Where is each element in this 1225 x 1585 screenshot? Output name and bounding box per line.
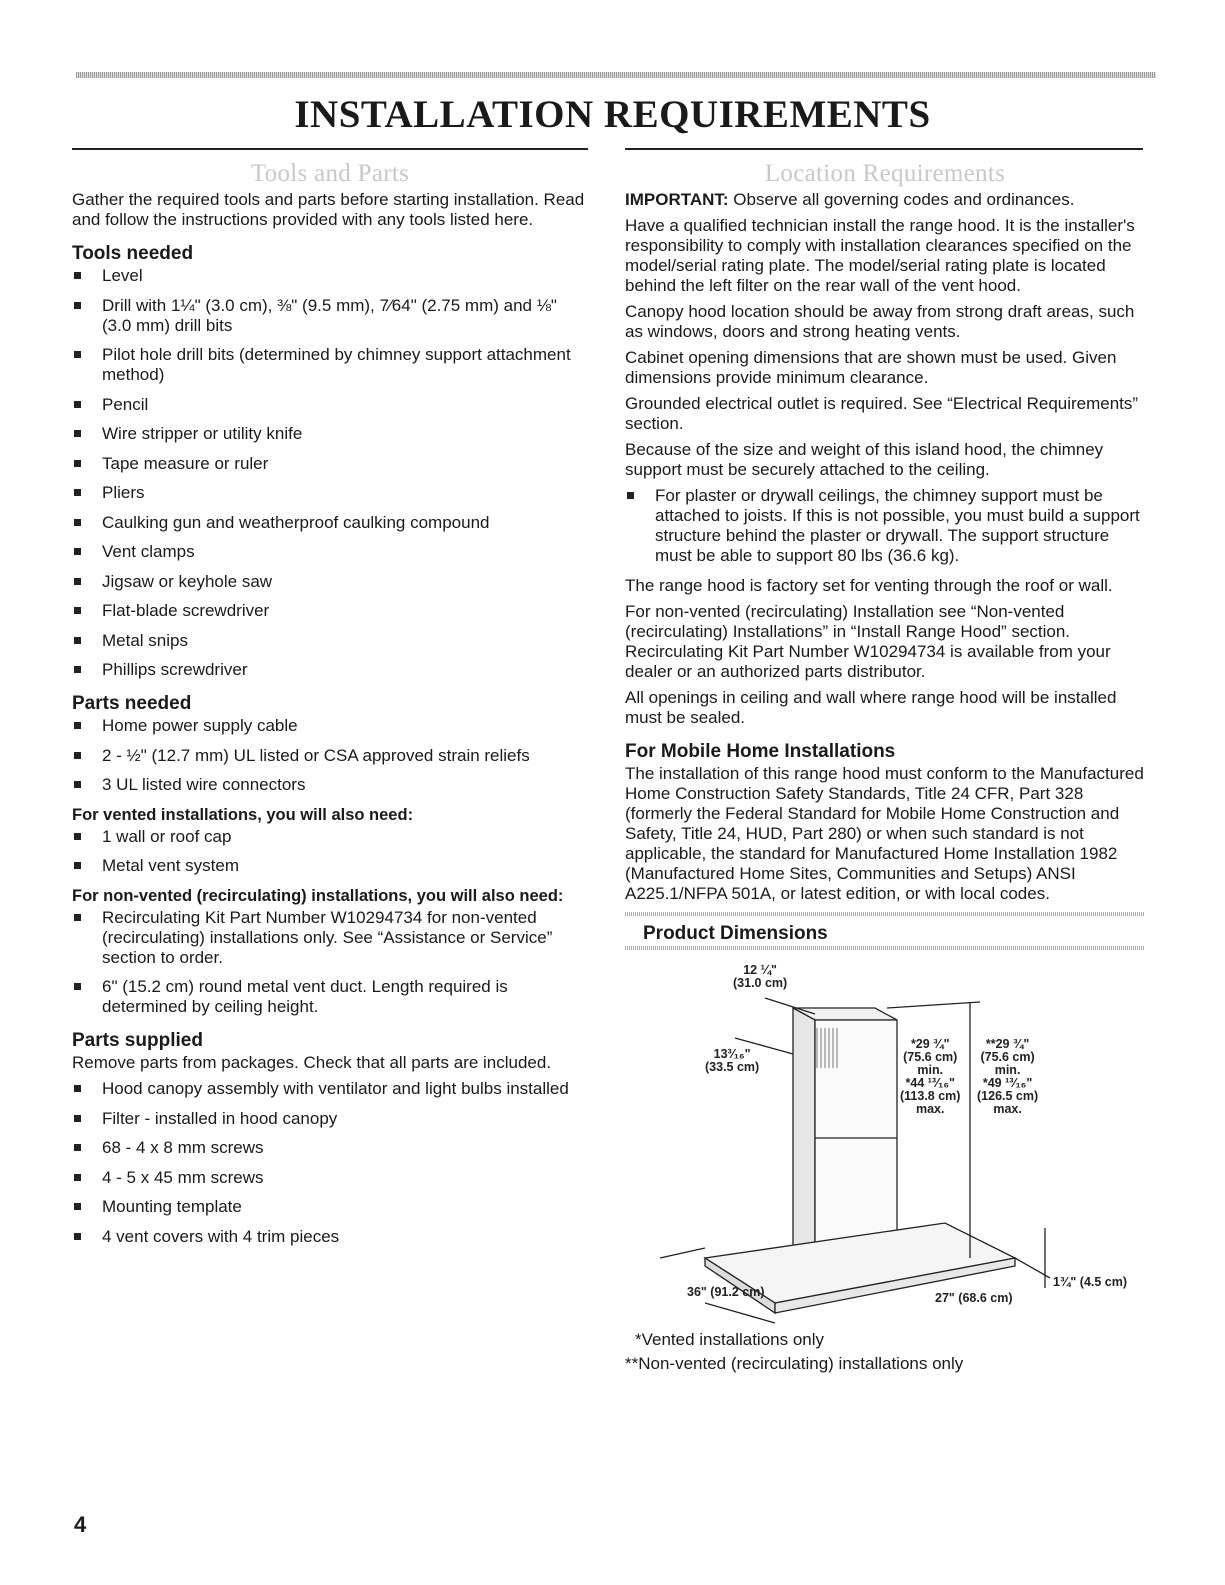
list-item: Vent clamps bbox=[72, 542, 588, 562]
supplied-list bbox=[72, 1079, 588, 1247]
paragraph: All openings in ceiling and wall where range hood will be installed must be sealed. bbox=[625, 687, 1117, 727]
list-item: Pencil bbox=[72, 395, 588, 415]
divider bbox=[625, 946, 1145, 950]
support-list bbox=[625, 486, 1145, 566]
list-item: Level bbox=[72, 266, 588, 286]
supplied-heading: Parts supplied bbox=[72, 1030, 203, 1051]
list-item: Pilot hole drill bits (determined by chimney support attachment method) bbox=[72, 345, 588, 385]
list-item: 4 vent covers with 4 trim pieces bbox=[72, 1227, 588, 1247]
paragraph: Have a qualified technician install the range hood. It is the installer's responsibility to comply with installation clearances specified on the model/serial rating plate. The model/serial rating plate is located behind the left filter on the rear wall of the vent hood. bbox=[625, 216, 1135, 295]
list-item: Recirculating Kit Part Number W10294734 for non-vented (recirculating) installations only. See “Assistance or Service” section to order. bbox=[72, 908, 588, 968]
tools-parts-title: Tools and Parts bbox=[250, 160, 410, 187]
list-item: Drill with 1¼" (3.0 cm), ⅜" (9.5 mm), 7⁄64" (2.75 mm) and ⅛" (3.0 mm) drill bits bbox=[72, 296, 588, 336]
list-item: Home power supply cable bbox=[72, 716, 588, 736]
footnote-vented: *Vented installations only bbox=[635, 1329, 825, 1349]
list-item: Flat-blade screwdriver bbox=[72, 601, 588, 621]
mobile-text: The installation of this range hood must conform to the Manufactured Home Construction Safety Standards, Title 24 CFR, Part 328 (formerly the Federal Standard for Mobile Home Construction and Safety, Title 24, HUD, Part 280) or when such standard is not applicable, the standard for Manufactured Home Installation 1982 (Manufactured Home Sites, Communities and Setups) ANSI A225.1/NFPA 501A, or latest edition, or with local codes. bbox=[625, 763, 1144, 903]
list-item: Pliers bbox=[72, 483, 588, 503]
paragraph: Canopy hood location should be away from strong draft areas, such as windows, doors and strong heating vents. bbox=[625, 302, 1135, 341]
location-title: Location Requirements bbox=[764, 160, 1006, 187]
paragraph: Cabinet opening dimensions that are shown must be used. Given dimensions provide minimum clearance. bbox=[625, 348, 1117, 387]
list-item: 4 - 5 x 45 mm screws bbox=[72, 1168, 588, 1188]
parts-list bbox=[72, 716, 588, 795]
important-text: Observe all governing codes and ordinances. bbox=[728, 190, 1075, 209]
supplied-intro: Remove parts from packages. Check that all parts are included. bbox=[72, 1053, 552, 1072]
vented-height-label: *29 ¾" (75.6 cm) min. *44 ¹³⁄₁₆" (113.8 cm) max. bbox=[900, 1036, 961, 1116]
list-item: Wire stripper or utility knife bbox=[72, 424, 588, 444]
list-item: Metal snips bbox=[72, 631, 588, 651]
list-item: Mounting template bbox=[72, 1197, 588, 1217]
vented-list bbox=[72, 827, 588, 877]
chimney-depth-label: 13³⁄₁₆" (33.5 cm) bbox=[705, 1046, 760, 1074]
list-item: Caulking gun and weatherproof caulking compound bbox=[72, 513, 588, 533]
list-item: 2 - ½" (12.7 mm) UL listed or CSA approved strain reliefs bbox=[72, 746, 588, 766]
divider bbox=[625, 912, 1145, 916]
important-paragraph bbox=[625, 190, 1145, 210]
paragraph: For non-vented (recirculating) Installation see “Non-vented (recirculating) Installations” in “Install Range Hood” section. Recirculating Kit Part Number W10294734 is available from your dealer or an authorized parts distributor. bbox=[625, 601, 1111, 681]
nonvented-list bbox=[72, 908, 588, 1018]
intro-text: Gather the required tools and parts before starting installation. Read and follow the instructions provided with any tools listed here. bbox=[72, 190, 585, 229]
paragraph: Grounded electrical outlet is required. See “Electrical Requirements” section. bbox=[625, 394, 1139, 433]
right-column bbox=[625, 150, 1145, 1376]
paragraph: The range hood is factory set for venting through the roof or wall. bbox=[625, 575, 1113, 595]
thickness-label: 1¾" (4.5 cm) bbox=[1053, 1274, 1128, 1289]
list-item: Metal vent system bbox=[72, 856, 588, 876]
list-item: Tape measure or ruler bbox=[72, 454, 588, 474]
list-item: Hood canopy assembly with ventilator and light bulbs installed bbox=[72, 1079, 588, 1099]
hood-drawing bbox=[625, 958, 1145, 1328]
footnote-nonvented: **Non-vented (recirculating) installations only bbox=[625, 1353, 964, 1373]
nonvented-height-label: **29 ¾" (75.6 cm) min. *49 ¹³⁄₁₆" (126.5 cm) max. bbox=[977, 1036, 1039, 1116]
left-column bbox=[72, 150, 588, 1256]
depth-label: 27" (68.6 cm) bbox=[935, 1290, 1013, 1305]
vented-heading: For vented installations, you will also need: bbox=[72, 805, 414, 824]
list-item: 3 UL listed wire connectors bbox=[72, 775, 588, 795]
list-item: 6" (15.2 cm) round metal vent duct. Length required is determined by ceiling height. bbox=[72, 977, 588, 1017]
dims-heading: Product Dimensions bbox=[643, 922, 828, 944]
list-item: Phillips screwdriver bbox=[72, 660, 588, 680]
top-decorative-bar bbox=[76, 72, 1156, 78]
top-width-label: 12 ¼" (31.0 cm) bbox=[733, 962, 788, 990]
width-label: 36" (91.2 cm) bbox=[687, 1284, 765, 1299]
list-item: Filter - installed in hood canopy bbox=[72, 1109, 588, 1129]
important-label: IMPORTANT: bbox=[625, 190, 729, 209]
list-item: 68 - 4 x 8 mm screws bbox=[72, 1138, 588, 1158]
hood-dimension-diagram bbox=[625, 958, 1145, 1328]
nonvented-heading: For non-vented (recirculating) installations, you will also need: bbox=[72, 886, 564, 905]
tools-list bbox=[72, 266, 588, 680]
mobile-heading: For Mobile Home Installations bbox=[625, 740, 896, 762]
tools-heading: Tools needed bbox=[72, 243, 194, 264]
parts-heading: Parts needed bbox=[72, 693, 192, 714]
page-number: 4 bbox=[74, 1512, 87, 1537]
list-item: For plaster or drywall ceilings, the chimney support must be attached to joists. If this is not possible, you must build a support structure behind the plaster or drywall. The support structure must be able to support 80 lbs (36.6 kg). bbox=[625, 486, 1145, 566]
paragraph: Because of the size and weight of this island hood, the chimney support must be securely attached to the ceiling. bbox=[625, 440, 1104, 479]
page-title: INSTALLATION REQUIREMENTS bbox=[294, 93, 931, 136]
list-item: 1 wall or roof cap bbox=[72, 827, 588, 847]
list-item: Jigsaw or keyhole saw bbox=[72, 572, 588, 592]
